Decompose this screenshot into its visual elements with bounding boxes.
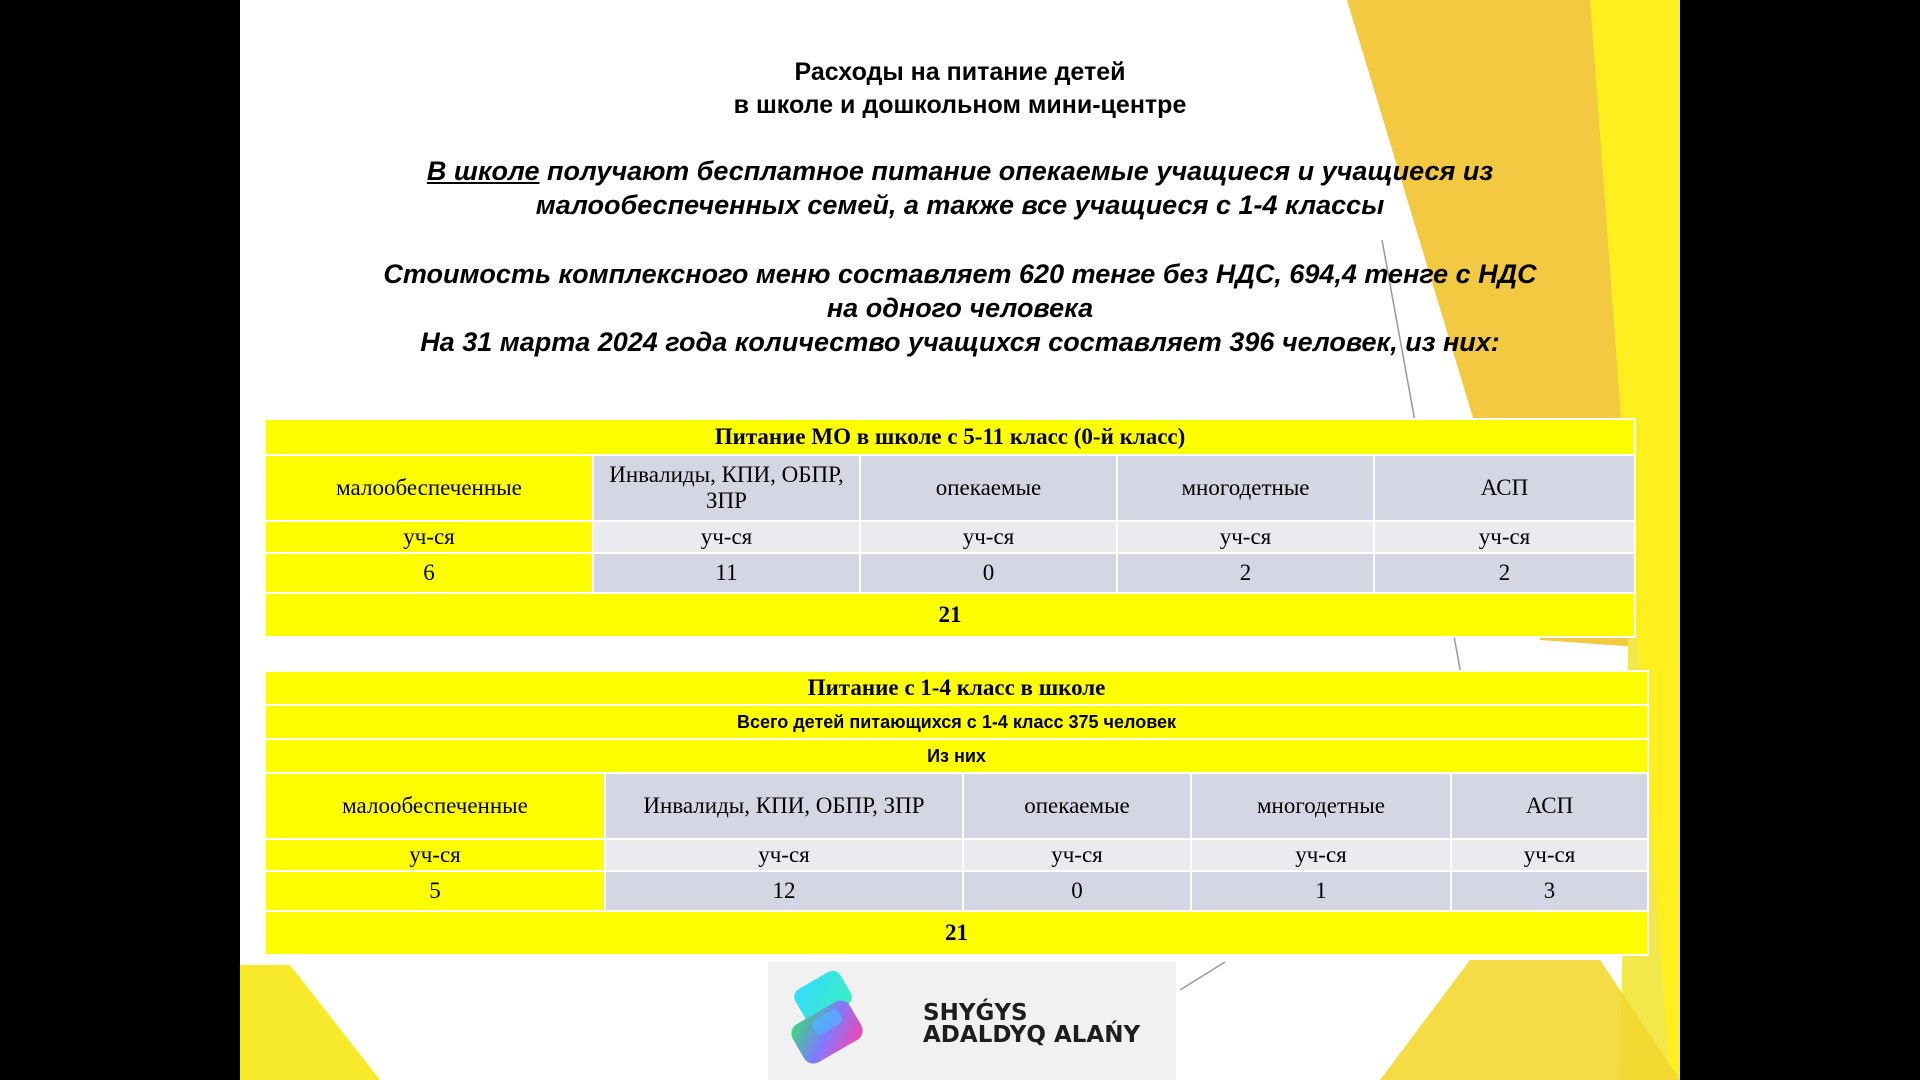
title-line-1: Расходы на питание детей [794, 58, 1126, 86]
table2-header-cell: Инвалиды, КПИ, ОБПР, ЗПР [605, 773, 963, 839]
table2-header-cell: АСП [1451, 773, 1648, 839]
table2-unit-cell: уч-ся [605, 839, 963, 871]
table2-unit-cell: уч-ся [1191, 839, 1451, 871]
table1-value-cell: 6 [265, 553, 593, 593]
table1-unit-cell: уч-ся [1374, 521, 1635, 553]
deco-shape-bottom-left [240, 965, 380, 1080]
table2-unit-cell: уч-ся [1451, 839, 1648, 871]
school-info-line-1-rest: получают бесплатное питание опекаемые учащиеся и учащиеся из [539, 156, 1494, 186]
table2-value-cell: 12 [605, 871, 963, 911]
table1-unit-cell: уч-ся [1117, 521, 1374, 553]
table1-header-cell: опекаемые [860, 455, 1117, 521]
table2-subtitle: Всего детей питающихся с 1-4 класс 375 человек [265, 705, 1648, 739]
table1-value-cell: 11 [593, 553, 860, 593]
page-title [240, 56, 1680, 122]
logo-line-1: SHYǴYS [923, 1000, 1028, 1026]
table2-unit-cell: уч-ся [963, 839, 1191, 871]
table2-header-cell: малообеспеченные [265, 773, 605, 839]
table2-unit-cell: уч-ся [265, 839, 605, 871]
table1-value-cell: 2 [1117, 553, 1374, 593]
table2-header-cell: опекаемые [963, 773, 1191, 839]
table2-total: 21 [265, 911, 1648, 955]
table2-subtitle-2: Из них [265, 739, 1648, 773]
cost-info-line-2: на одного человека [826, 293, 1094, 323]
logo-line-2: ADALDYQ ALAŃY [923, 1022, 1141, 1048]
table2-value-cell: 5 [265, 871, 605, 911]
table-mo-5-11 [264, 418, 1636, 638]
title-line-2: в школе и дошкольном мини-центре [733, 91, 1187, 119]
table1-total: 21 [265, 593, 1635, 637]
logo-text [923, 1002, 1140, 1046]
cost-info-line-1: Стоимость комплексного меню составляет 620 тенге без НДС, 694,4 тенге с НДС [383, 259, 1537, 289]
table1-header-cell: Инвалиды, КПИ, ОБПР, ЗПР [593, 455, 860, 521]
table1-unit-cell: уч-ся [860, 521, 1117, 553]
school-info-line-2: малообеспеченных семей, а также все учащиеся с 1-4 классы [535, 190, 1385, 220]
table2-title: Питание с 1-4 класс в школе [265, 671, 1648, 705]
table2-value-cell: 3 [1451, 871, 1648, 911]
table1-value-cell: 2 [1374, 553, 1635, 593]
table1-header-cell: малообеспеченные [265, 455, 593, 521]
cost-info-line-3: На 31 марта 2024 года количество учащихся составляет 396 человек, из них: [420, 327, 1500, 357]
logo-mark-icon [768, 962, 908, 1080]
deco-line-2 [1180, 962, 1225, 990]
table2-value-cell: 0 [963, 871, 1191, 911]
school-info [240, 154, 1680, 222]
table2-header-cell: многодетные [1191, 773, 1451, 839]
slide [240, 0, 1680, 1080]
cost-info [240, 257, 1680, 359]
table-1-4-class [264, 670, 1649, 956]
table1-unit-cell: уч-ся [593, 521, 860, 553]
table2-value-cell: 1 [1191, 871, 1451, 911]
logo [768, 962, 1176, 1080]
table1-title: Питание МО в школе с 5-11 класс (0-й класс) [265, 419, 1635, 455]
table1-header-cell: многодетные [1117, 455, 1374, 521]
table1-value-cell: 0 [860, 553, 1117, 593]
table1-header-cell: АСП [1374, 455, 1635, 521]
school-info-line-1 [240, 154, 1680, 188]
school-info-underlined: В школе [426, 156, 540, 186]
table1-unit-cell: уч-ся [265, 521, 593, 553]
